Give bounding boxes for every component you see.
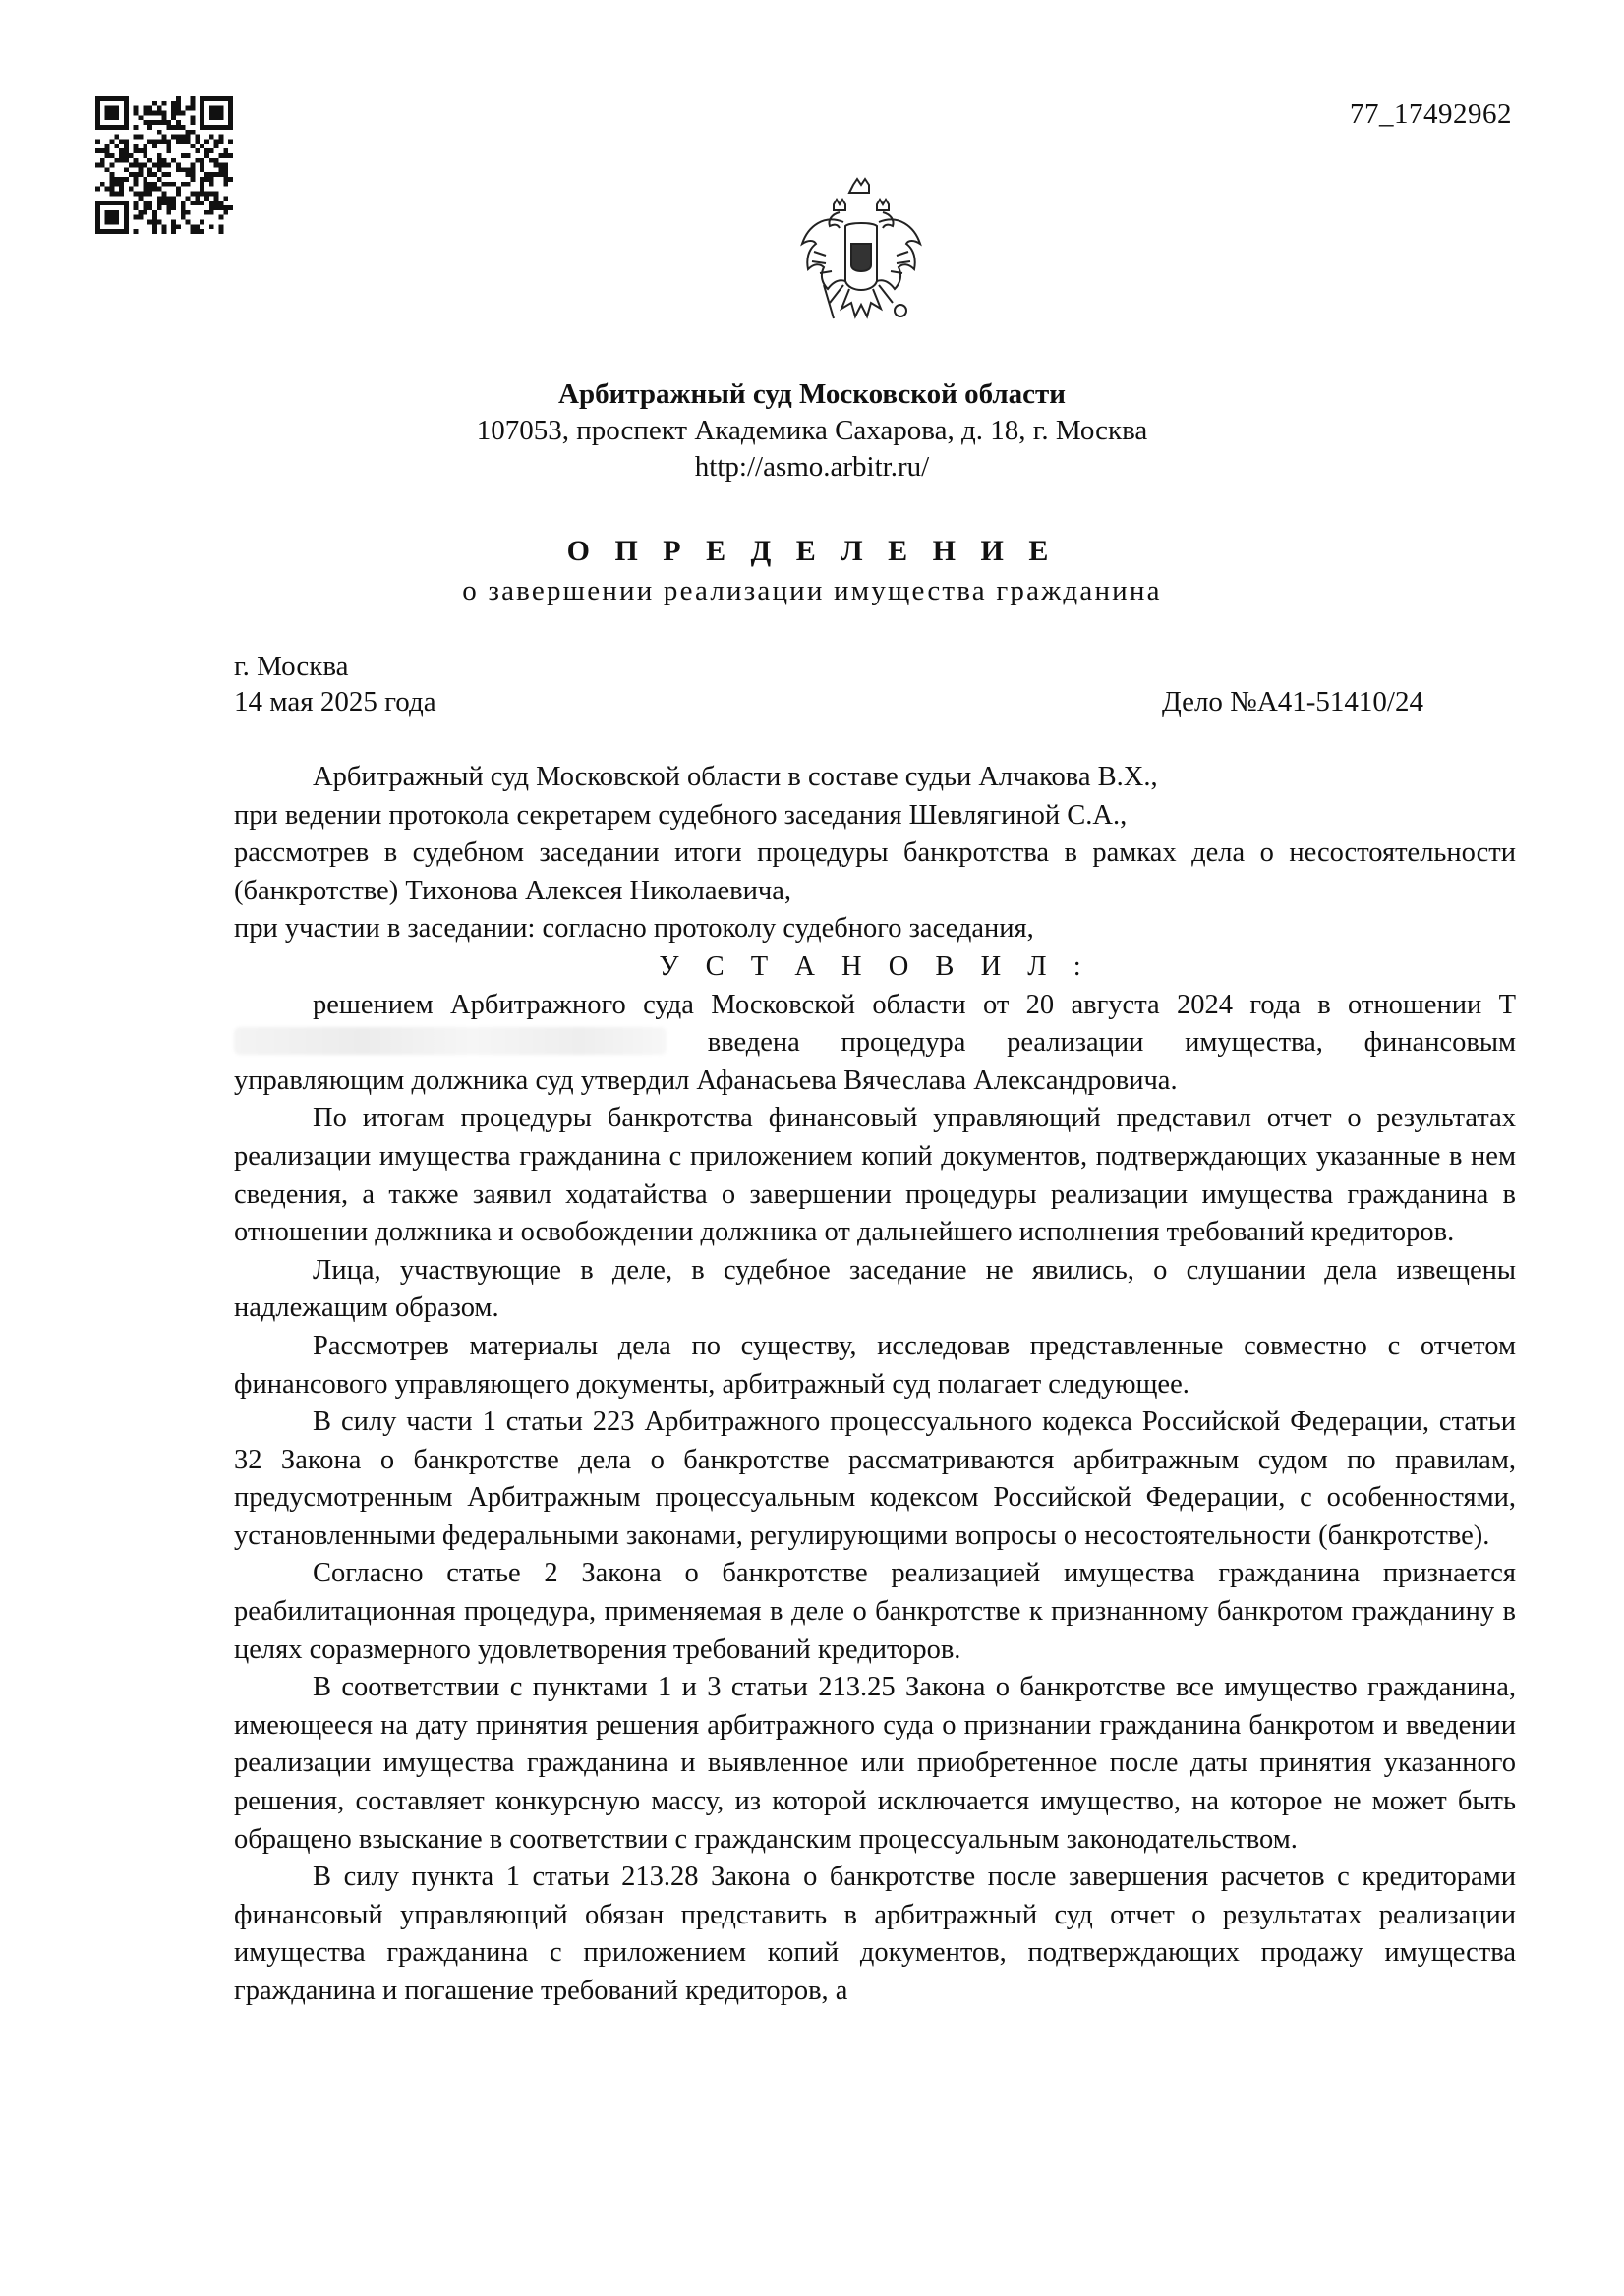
body-paragraph: Рассмотрев материалы дела по существу, исследовав представленные совместно с отчетом финансового управляющего документы, арбитражный суд полагает следующее.	[234, 1330, 1516, 1400]
redacted-name	[234, 1027, 667, 1055]
body-paragraph: В силу части 1 статьи 223 Арбитражного процессуального кодекса Российской Федерации, статьи 32 Закона о банкротстве дела о банкротстве рассматриваются арбитражным судом по правилам, предусмотренным Арбитражным процессуальным кодексом Российской Федерации, с особенностями, установленными федеральными законами, регулирующими вопросы о несостоятельности (банкротстве).	[234, 1406, 1516, 1551]
court-address: 107053, проспект Академика Сахарова, д. 18, г. Москва	[476, 415, 1148, 446]
decision-date: 14 мая 2025 года	[234, 686, 436, 718]
paragraph-text: введена процедура реализации имущества, финансовым управляющим должника суд утвердил Афанасьева Вячеслава Александровича.	[234, 1027, 1516, 1096]
body-paragraph: В соответствии с пунктами 1 и 3 статьи 213.25 Закона о банкротстве все имущество гражданина, имеющееся на дату принятия решения арбитражного суда о признании гражданина банкротом и введении реализации имущества гражданина и выявленное или приобретенное после даты принятия указанного решения, составляет конкурсную массу, из которой исключается имущество, на которое не может быть обращено взыскание в соответствии с гражданским процессуальным законодательством.	[234, 1672, 1516, 1855]
place-date-block	[234, 649, 1423, 719]
intro-line: при участии в заседании: согласно протоколу судебного заседания,	[234, 913, 1034, 945]
city: г. Москва	[234, 651, 349, 682]
document-id: 77_17492962	[1350, 98, 1512, 130]
court-name: Арбитражный суд Московской области	[558, 378, 1066, 410]
coat-of-arms-icon	[794, 175, 928, 334]
intro-line: рассмотрев в судебном заседании итоги процедуры банкротства в рамках дела о несостоятельности (банкротстве) Тихонова Алексея Николаевича,	[234, 837, 1516, 906]
body-paragraph	[234, 987, 1516, 1101]
intro-line: при ведении протокола секретарем судебного заседания Шевлягиной С.А.,	[234, 799, 1128, 831]
body-paragraph: По итогам процедуры банкротства финансовый управляющий представил отчет о результатах реализации имущества гражданина с приложением копий документов, подтверждающих указанные в нем сведения, а также заявил ходатайства о завершении процедуры реализации имущества гражданина в отношении должника и освобождении должника от дальнейшего исполнения требований кредиторов.	[234, 1103, 1516, 1248]
ustanovil-heading: У С Т А Н О В И Л :	[659, 950, 1091, 982]
court-header	[0, 376, 1624, 486]
document-subject: о завершении реализации имущества гражданина	[462, 575, 1162, 606]
document-type: О П Р Е Д Е Л Е Н И Е	[566, 535, 1058, 567]
document-title	[0, 531, 1624, 609]
document-body	[234, 759, 1516, 2011]
body-paragraph: Согласно статье 2 Закона о банкротстве реализацией имущества гражданина признается реабилитационная процедура, применяемая в деле о банкротстве к признанному банкротом гражданину в целях соразмерного удовлетворения требований кредиторов.	[234, 1558, 1516, 1665]
paragraph-text: решением Арбитражного суда Московской области от 20 августа 2024 года в отношении Т	[313, 989, 1516, 1020]
intro-line: Арбитражный суд Московской области в составе судьи Алчакова В.Х.,	[313, 762, 1158, 792]
body-paragraph: В силу пункта 1 статьи 213.28 Закона о банкротстве после завершения расчетов с кредиторами финансовый управляющий обязан представить в арбитражный суд отчет о результатах реализации имущества гражданина с приложением копий документов, подтверждающих продажу имущества гражданина и погашение требований кредиторов, а	[234, 1862, 1516, 2006]
body-paragraph: Лица, участвующие в деле, в судебное заседание не явились, о слушании дела извещены надлежащим образом.	[234, 1254, 1516, 1324]
court-website: http://asmo.arbitr.ru/	[694, 451, 930, 483]
qr-code-icon	[95, 96, 233, 234]
case-number: Дело №А41-51410/24	[1161, 686, 1423, 718]
